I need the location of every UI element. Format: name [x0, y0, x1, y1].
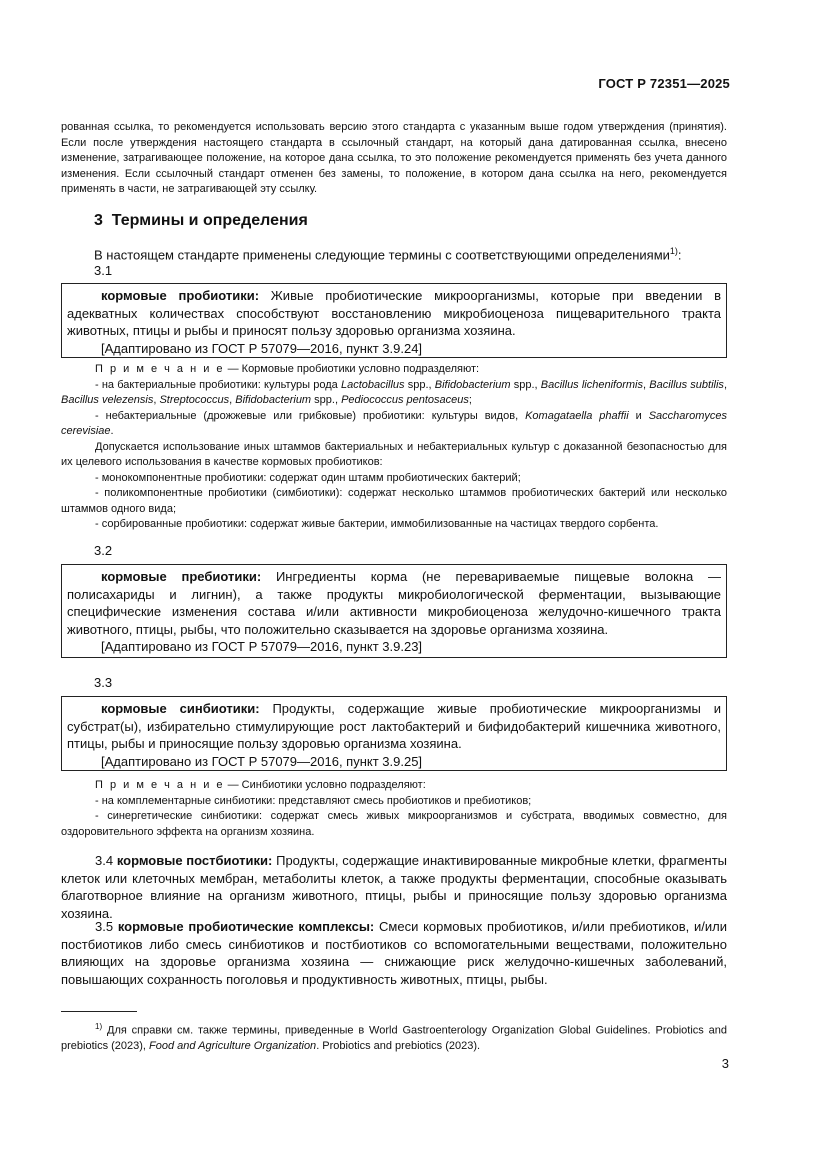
term-label: кормовые пребиотики: [101, 569, 262, 584]
term-number-3-3: 3.3 [94, 675, 113, 690]
term-box-3-1 [61, 283, 727, 358]
footnote-divider [61, 1011, 137, 1012]
note-paragraph: Допускается использование иных штаммов бактериальных и небактериальных культур с доказанной безопасностью для их целевого использования в качестве кормовых пробиотиков: [61, 440, 727, 468]
term-definition: Живые пробиотические микроорганизмы, которые при введении в адекватных количествах способствуют восстановлению микробиоценоза пищеварительного тракта животных, птицы и рыбы и приносят пользу здоровью организма хозяина. [67, 288, 721, 338]
note-item: - на комплементарные синбиотики: представляют смесь пробиотиков и пребиотиков; [95, 794, 532, 807]
term-label: кормовые пробиотические комплексы: [117, 919, 375, 934]
intro-paragraph [61, 120, 727, 198]
note-label: П р и м е ч а н и е [95, 779, 225, 791]
section-title [94, 212, 308, 230]
term-source: [Адаптировано из ГОСТ Р 57079—2016, пункт 3.9.24] [101, 340, 423, 356]
footnote-marker: 1) [95, 1022, 103, 1031]
term-definition: Продукты, содержащие инактивированные микробные клетки, фрагменты клеток или клеточных мембран, метаболиты клеток, а также продукты ферментации, способные оказывать благотворное влияние на организм животного, птицы, рыбы и приносящие пользу здоровью организма хозяина. [61, 853, 727, 921]
term-number-3-2: 3.2 [94, 543, 113, 558]
section-heading: Термины и определения [111, 212, 308, 229]
term-3-4: 3.4 кормовые постбиотики: Продукты, содержащие инактивированные микробные клетки, фрагменты клеток или клеточных мембран, метаболиты клеток, а также продукты ферментации, способные оказывать благотворное влияние на организм животного, птицы, рыбы и приносящие пользу здоровью организма хозяина. [61, 853, 727, 921]
section-lead: В настоящем стандарте применены следующие термины с соответствующими определениями$^{1)}$: [94, 246, 682, 263]
term-label: кормовые пробиотики: [101, 288, 260, 303]
footnote: $^{1)}$ Для справки см. также термины, приведенные в World Gastroenterology Organization Global Guidelines. Probiotics and prebiotics (2023), Food and Agriculture Organization. Probiotics and prebiotics (2023). [61, 1022, 727, 1053]
note-item: - синергетические синбиотики: содержат смесь живых микроорганизмов и субстрата, вводимых совместно, для оздоровительного эффекта на организм хозяина. [61, 810, 727, 838]
note-1: П р и м е ч а н и е — Кормовые пробиотики условно подразделяют: - на бактериальные пробиотики: культуры рода Lactobacillus spp., Bifidobacterium spp., Bacillus licheniformis, Bacillus subtilis, Bacillus velezensis, Streptococcus, Bifidobacterium spp., Pediococcus pentosaceus; - небактериальные (дрожжевые или грибковые) пробиотики: культуры видов, Komagataella phaffii и Saccharomyces cerevisiae. Допускается использование иных штаммов бактериальных и небактериальных культур с доказанной безопасностью для их целевого использования в качестве кормовых пробиотиков: - монокомпонентные пробиотики: содержат один штамм пробиотических бактерий; - поликомпонентные пробиотики (симбиотики): содержат несколько штаммов пробиотических бактерий или несколько штаммов одного вида; - сорбированные пробиотики: содержат живые бактерии, иммобилизованные на частицах твердого сорбента. [61, 362, 727, 533]
term-definition: Продукты, содержащие живые пробиотические микроорганизмы и субстрат(ы), избирательно стимулирующие рост лактобактерий и бифидобактерий кишечника животного, птицы, рыбы и приносящие пользу здоровью организма хозяина. [67, 701, 721, 751]
term-number-3-1: 3.1 [94, 263, 113, 278]
note-item: - поликомпонентные пробиотики (симбиотики): содержат несколько штаммов пробиотических бактерий или несколько штаммов одного вида; [61, 487, 727, 515]
term-3-5: 3.5 кормовые пробиотические комплексы: Смеси кормовых пробиотиков, и/или пребиотиков, и/или постбиотиков либо смесь синбиотиков и постбиотиков со вспомогательными веществами, положительно влияющих на здоровье организма хозяина — снижающие риск желудочно-кишечных заболеваний, повышающих сохранность поголовья и продуктивность животных, птицы, рыбы. [61, 919, 727, 987]
section-number: 3 [94, 212, 103, 229]
term-source: [Адаптировано из ГОСТ Р 57079—2016, пункт 3.9.25] [101, 753, 423, 769]
term-definition: Ингредиенты корма (не перевариваемые пищевые волокна — полисахариды и лигнин), а также продукты микробиологической ферментации, вызывающие специфические изменения состава и/или активности микробиоценоза желудочно-кишечного тракта животного, птицы, рыбы, что положительно сказывается на здоровье организма хозяина. [67, 569, 721, 637]
term-label: кормовые синбиотики: [101, 701, 260, 716]
note-item: - монокомпонентные пробиотики: содержат один штамм пробиотических бактерий; [95, 471, 521, 484]
term-definition: Смеси кормовых пробиотиков, и/или пребиотиков, и/или постбиотиков либо смесь синбиотиков и постбиотиков со вспомогательными веществами, положительно влияющих на здоровье организма хозяина — снижающие риск желудочно-кишечных заболеваний, повышающих сохранность поголовья и продуктивность животных, птицы, рыбы. [61, 919, 727, 987]
footnote-ref[interactable]: 1) [669, 246, 678, 256]
note-item: - сорбированные пробиотики: содержат живые бактерии, иммобилизованные на частицах твердого сорбента. [95, 518, 659, 530]
page-number: 3 [721, 1056, 729, 1071]
term-source: [Адаптировано из ГОСТ Р 57079—2016, пункт 3.9.23] [101, 639, 423, 654]
note-label: П р и м е ч а н и е [95, 363, 225, 375]
standard-header: ГОСТ Р 72351—2025 [598, 76, 730, 91]
intro-text: рованная ссылка, то рекомендуется использовать версию этого стандарта с указанным выше годом утверждения (принятия). Если после утверждения настоящего стандарта в ссылочный стандарт, на который дана датированная ссылка, внесено изменение, затрагивающее положение, на которое дана ссылка, то это положение рекомендуется применять без учета данного изменения. Если ссылочный стандарт отменен без замены, то положение, в котором дана ссылка на него, рекомендуется применять в части, не затрагивающей эту ссылку. [61, 121, 727, 195]
term-box-3-2 [61, 564, 727, 658]
term-box-3-3 [61, 696, 727, 771]
note-2: П р и м е ч а н и е — Синбиотики условно подразделяют: - на комплементарные синбиотики: представляют смесь пробиотиков и пребиотиков; - синергетические синбиотики: содержат смесь живых микроорганизмов и субстрата, вводимых совместно, для оздоровительного эффекта на организм хозяина. [61, 778, 727, 840]
term-label: кормовые постбиотики: [116, 853, 273, 868]
